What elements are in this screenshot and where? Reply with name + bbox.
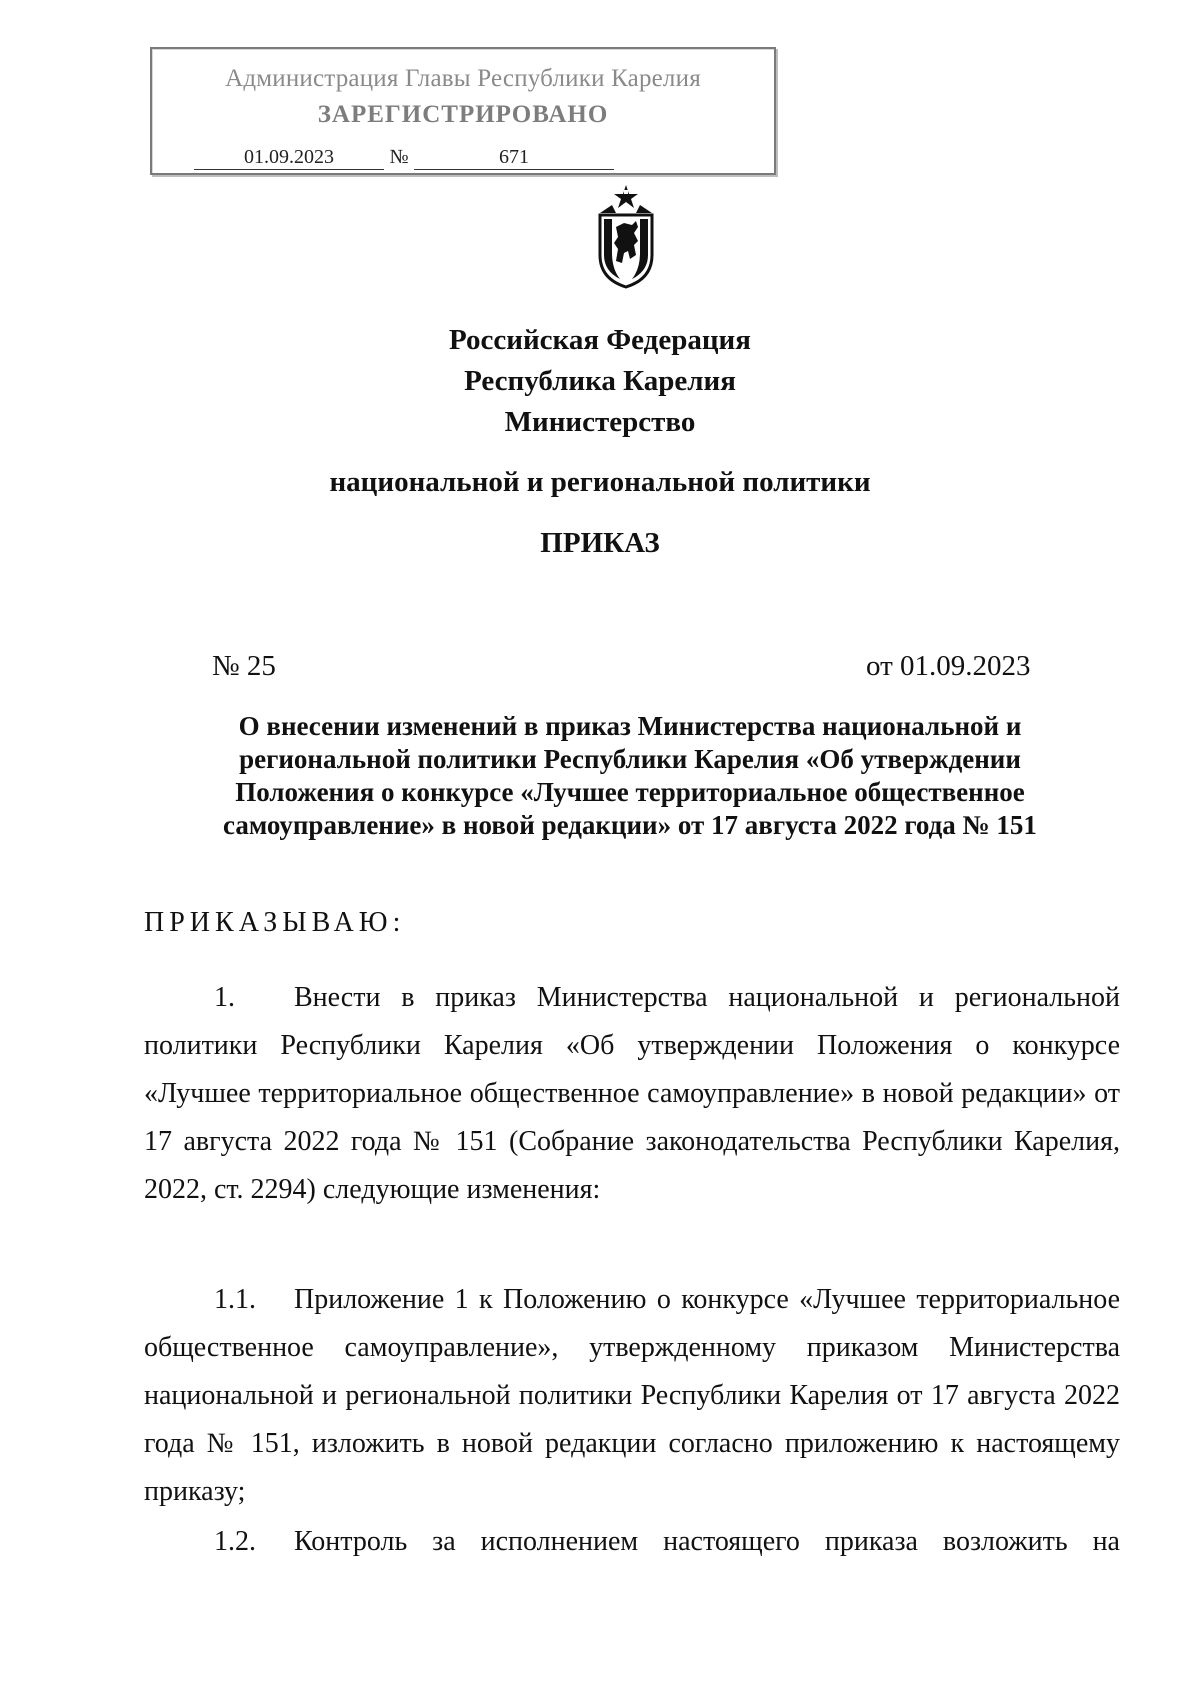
stamp-date: 01.09.2023 — [194, 145, 384, 170]
paragraph-text: Внести в приказ Министерства национальной и региональной политики Республики Карелия «Об утверждении Положения о конкурсе «Лучшее территориальное общественное самоуправление» в новой редакции» от 17 августа 2022 года № 151 (Собрание законодательства Республики Карелия, 2022, ст. 2294) следующие изменения: — [144, 982, 1120, 1205]
stamp-status: ЗАРЕГИСТРИРОВАНО — [317, 101, 609, 128]
paragraph-number: 1. — [214, 982, 235, 1013]
subject-line: самоуправление» в новой редакции» от 17 августа 2022 года № 151 — [223, 810, 1037, 840]
stamp-number-label: № — [389, 146, 409, 168]
paragraph-text: Приложение 1 к Положению о конкурсе «Лучшее территориальное общественное самоуправление», утвержденному приказом Министерства национальной и региональной политики Республики Карелия от 17 августа 2022 года № 151, изложить в новой редакции согласно приложению к настоящему приказу; — [144, 1284, 1120, 1507]
order-number: № 25 — [212, 650, 276, 682]
stamp-organization: Администрация Главы Республики Карелия — [225, 65, 701, 92]
header-ministry: Министерство — [504, 406, 696, 438]
header-country: Российская Федерация — [449, 324, 751, 356]
stamp-number: 671 — [414, 145, 614, 170]
subject-line: О внесении изменений в приказ Министерства национальной и — [238, 711, 1022, 741]
order-date: от 01.09.2023 — [866, 650, 1031, 682]
paragraph — [144, 1518, 1120, 1566]
karelia-coat-of-arms-icon — [590, 183, 662, 291]
paragraph — [144, 974, 1120, 1214]
subject-line: Положения о конкурсе «Лучшее территориальное общественное — [235, 777, 1025, 807]
order-subject — [190, 710, 1070, 842]
paragraph-number: 1.2. — [214, 1526, 256, 1557]
paragraph — [144, 1276, 1120, 1516]
registration-stamp — [150, 47, 776, 175]
order-directive: ПРИКАЗЫВАЮ: — [144, 907, 406, 938]
header-ministry-name: национальной и региональной политики — [329, 466, 871, 498]
document-type: ПРИКАЗ — [540, 527, 660, 559]
header-republic: Республика Карелия — [464, 365, 736, 397]
subject-line: региональной политики Республики Карелия «Об утверждении — [239, 744, 1021, 774]
paragraph-text: Контроль за исполнением настоящего приказа возложить на — [294, 1526, 1120, 1557]
stamp-registration-line — [194, 145, 614, 170]
paragraph-number: 1.1. — [214, 1284, 256, 1315]
